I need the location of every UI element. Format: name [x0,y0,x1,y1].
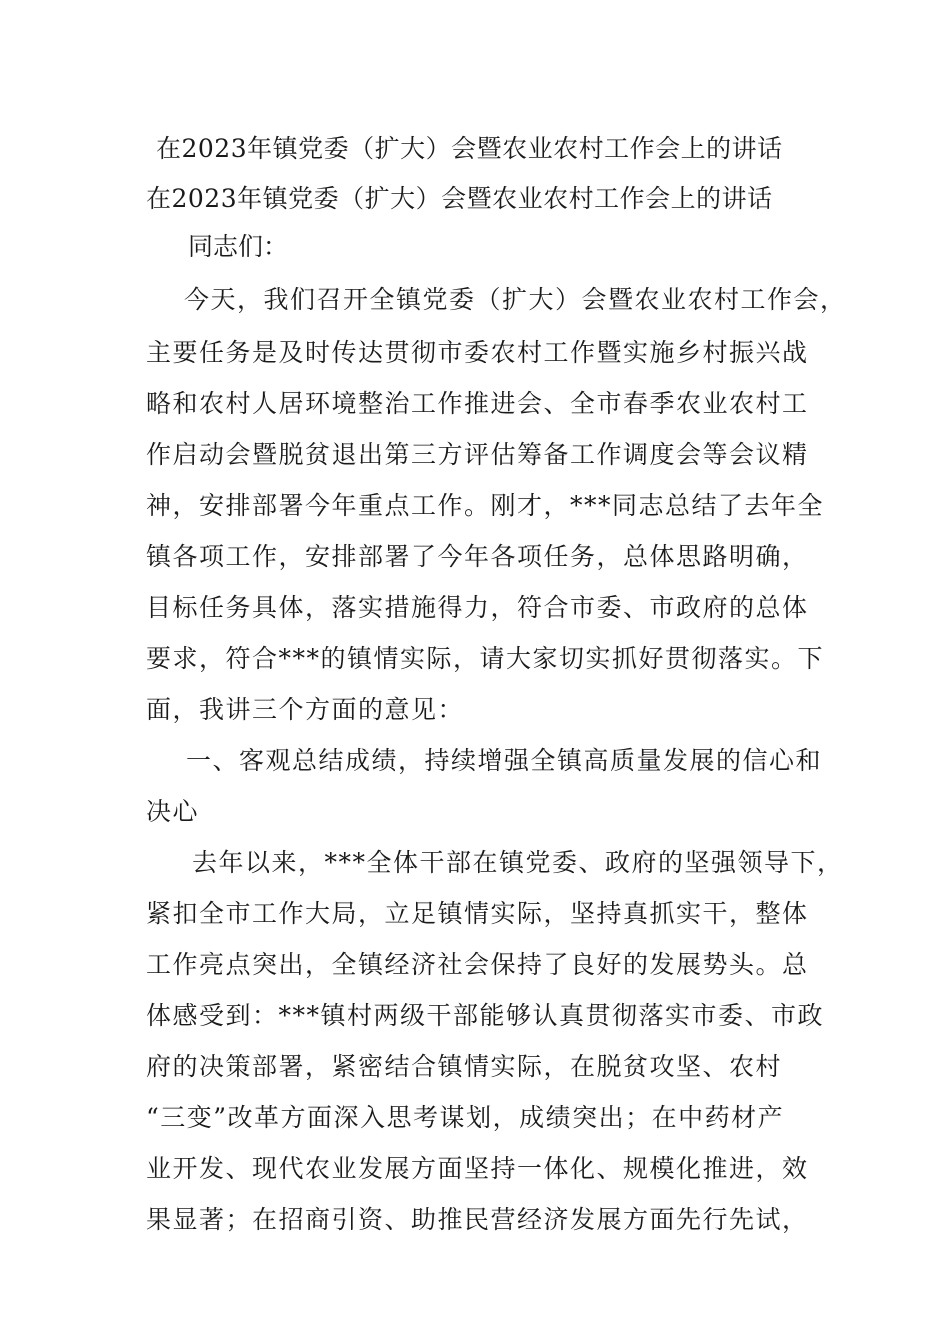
body-line: 工作亮点突出，全镇经济社会保持了良好的发展势头。总 [146,950,809,979]
document-title: 在2023年镇党委（扩大）会暨农业农村工作会上的讲话 [156,134,783,163]
body-line: 镇各项工作，安排部署了今年各项任务，总体思路明确， [146,542,809,571]
body-line: 去年以来，***全体干部在镇党委、政府的坚强领导下， [192,848,844,877]
body-line: 体感受到：***镇村两级干部能够认真贯彻落实市委、市政 [146,1001,825,1030]
body-line: 略和农村人居环境整治工作推进会、全市春季农业农村工 [146,389,809,418]
body-line: 目标任务具体，落实措施得力，符合市委、市政府的总体 [146,593,809,622]
document-title-repeat: 在2023年镇党委（扩大）会暨农业农村工作会上的讲话 [146,184,773,213]
body-line: “三变”改革方面深入思考谋划，成绩突出；在中药材产 [146,1103,785,1132]
body-line: 果显著；在招商引资、助推民营经济发展方面先行先试， [146,1205,809,1234]
body-line: 作启动会暨脱贫退出第三方评估筹备工作调度会等会议精 [146,440,809,469]
body-line: 要求，符合***的镇情实际，请大家切实抓好贯彻落实。下 [146,644,825,673]
body-line: 主要任务是及时传达贯彻市委农村工作暨实施乡村振兴战 [146,338,809,367]
body-line: 紧扣全市工作大局，立足镇情实际，坚持真抓实干，整体 [146,899,809,928]
salutation: 同志们： [188,232,289,261]
body-line: 府的决策部署，紧密结合镇情实际，在脱贫攻坚、农村 [146,1052,783,1081]
body-line: 神，安排部署今年重点工作。刚才，***同志总结了去年全 [146,491,825,520]
section-heading-continued: 决心 [146,797,200,826]
body-line: 面，我讲三个方面的意见： [146,695,465,724]
section-heading: 一、客观总结成绩，持续增强全镇高质量发展的信心和 [186,746,823,775]
body-line: 业开发、现代农业发展方面坚持一体化、规模化推进，效 [146,1154,809,1183]
body-line: 今天，我们召开全镇党委（扩大）会暨农业农村工作会， [184,285,847,314]
